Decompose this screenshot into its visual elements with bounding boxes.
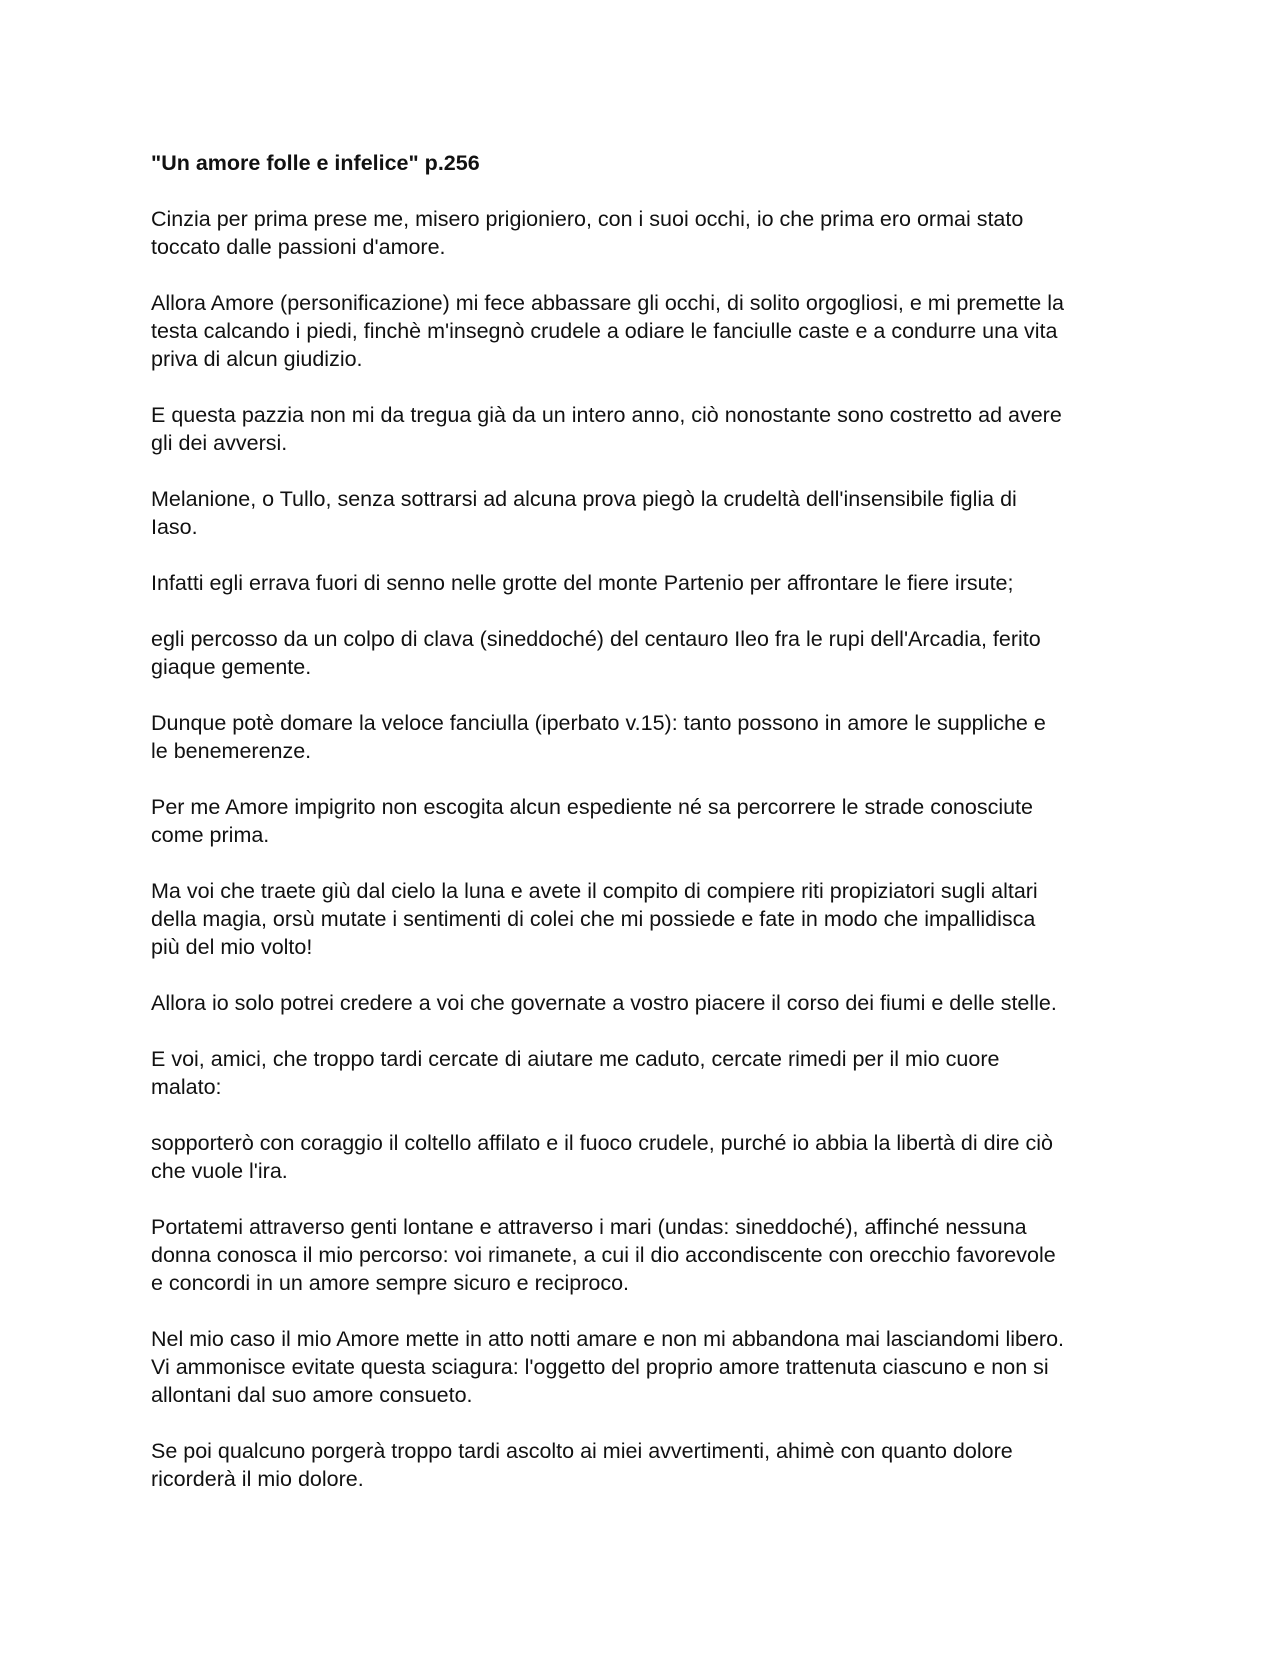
paragraph-line: Portatemi attraverso genti lontane e attraverso i mari (undas: sineddoché), affinché nessuna (151, 1215, 1027, 1239)
paragraph-line: Vi ammonisce evitate questa sciagura: l'oggetto del proprio amore trattenuta ciascuno e non si (151, 1355, 1049, 1379)
paragraph-line: le benemerenze. (151, 739, 312, 763)
paragraph-line: testa calcando i piedi, finchè m'insegnò crudele a odiare le fanciulle caste e a condurre una vita (151, 319, 1058, 343)
paragraph-line: e concordi in un amore sempre sicuro e reciproco. (151, 1271, 629, 1295)
paragraph-line: sopporterò con coraggio il coltello affilato e il fuoco crudele, purché io abbia la libertà di dire ciò (151, 1131, 1053, 1155)
paragraph-line: allontani dal suo amore consueto. (151, 1383, 473, 1407)
document-title: "Un amore folle e infelice" p.256 (151, 151, 480, 175)
paragraph-list (151, 205, 1141, 1493)
paragraph (151, 1437, 1141, 1493)
paragraph-line: più del mio volto! (151, 935, 313, 959)
paragraph-line: Ma voi che traete giù dal cielo la luna e avete il compito di compiere riti propiziatori sugli altari (151, 879, 1038, 903)
paragraph (151, 485, 1141, 541)
paragraph-line: E questa pazzia non mi da tregua già da un intero anno, ciò nonostante sono costretto ad avere (151, 403, 1062, 427)
paragraph-line: Iaso. (151, 515, 198, 539)
paragraph (151, 1129, 1141, 1185)
paragraph (151, 989, 1141, 1017)
paragraph-line: della magia, orsù mutate i sentimenti di colei che mi possiede e fate in modo che impallidisca (151, 907, 1036, 931)
paragraph-line: Melanione, o Tullo, senza sottrarsi ad alcuna prova piegò la crudeltà dell'insensibile figlia di (151, 487, 1017, 511)
paragraph (151, 877, 1141, 961)
paragraph-line: giaque gemente. (151, 655, 312, 679)
paragraph-line: Allora io solo potrei credere a voi che governate a vostro piacere il corso dei fiumi e delle stelle. (151, 991, 1057, 1015)
paragraph-line: Cinzia per prima prese me, misero prigioniero, con i suoi occhi, io che prima ero ormai stato (151, 207, 1024, 231)
paragraph-line: Infatti egli errava fuori di senno nelle grotte del monte Partenio per affrontare le fiere irsute; (151, 571, 1014, 595)
paragraph-line: che vuole l'ira. (151, 1159, 288, 1183)
paragraph-line: egli percosso da un colpo di clava (sineddoché) del centauro Ileo fra le rupi dell'Arcadia, ferito (151, 627, 1041, 651)
paragraph (151, 793, 1141, 849)
paragraph (151, 1213, 1141, 1297)
document-body (151, 149, 1141, 1521)
paragraph-line: Per me Amore impigrito non escogita alcun espediente né sa percorrere le strade conosciute (151, 795, 1033, 819)
paragraph-line: Allora Amore (personificazione) mi fece abbassare gli occhi, di solito orgogliosi, e mi premette la (151, 291, 1064, 315)
paragraph (151, 1325, 1141, 1409)
paragraph-line: gli dei avversi. (151, 431, 288, 455)
paragraph-line: E voi, amici, che troppo tardi cercate di aiutare me caduto, cercate rimedi per il mio cuore (151, 1047, 1000, 1071)
paragraph (151, 205, 1141, 261)
paragraph-line: donna conosca il mio percorso: voi rimanete, a cui il dio accondiscente con orecchio favorevole (151, 1243, 1056, 1267)
paragraph (151, 625, 1141, 681)
paragraph-line: ricorderà il mio dolore. (151, 1467, 364, 1491)
paragraph-line: Se poi qualcuno porgerà troppo tardi ascolto ai miei avvertimenti, ahimè con quanto dolore (151, 1439, 1013, 1463)
paragraph-line: toccato dalle passioni d'amore. (151, 235, 446, 259)
paragraph (151, 569, 1141, 597)
paragraph-line: malato: (151, 1075, 222, 1099)
paragraph (151, 289, 1141, 373)
paragraph (151, 1045, 1141, 1101)
paragraph-line: priva di alcun giudizio. (151, 347, 363, 371)
paragraph (151, 401, 1141, 457)
paragraph (151, 709, 1141, 765)
paragraph-line: Nel mio caso il mio Amore mette in atto notti amare e non mi abbandona mai lasciandomi libero. (151, 1327, 1065, 1351)
paragraph-line: come prima. (151, 823, 270, 847)
paragraph-line: Dunque potè domare la veloce fanciulla (iperbato v.15): tanto possono in amore le suppliche e (151, 711, 1046, 735)
